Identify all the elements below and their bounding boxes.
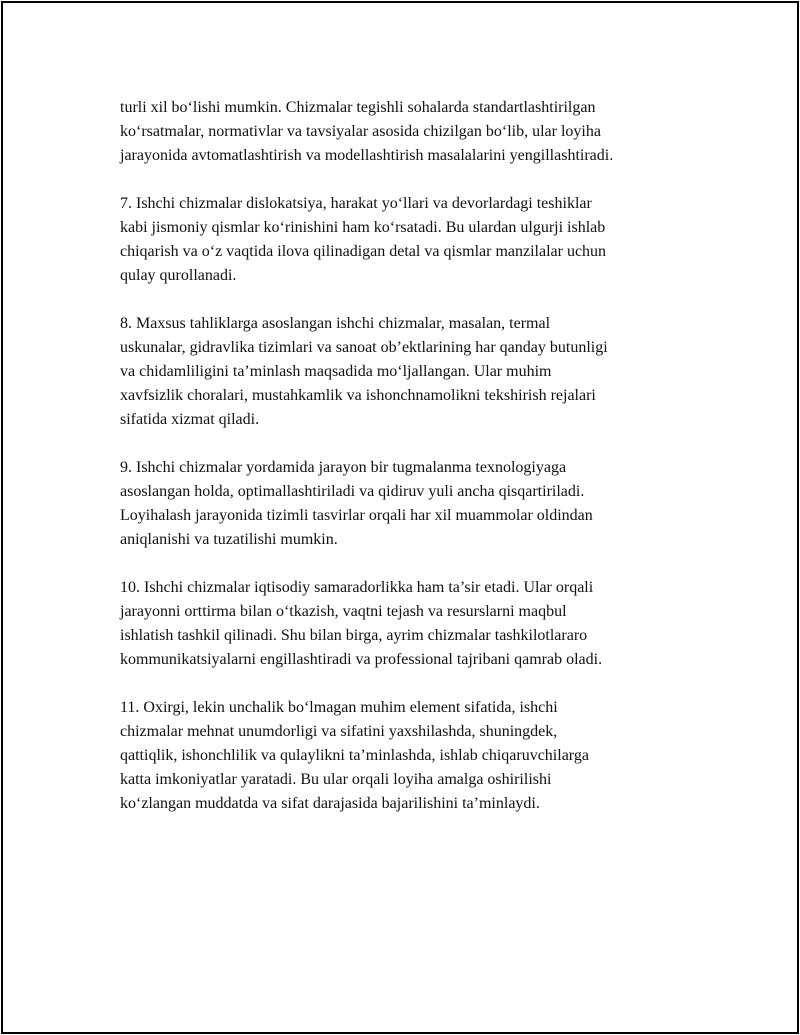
- text-line: jarayonni orttirma bilan o‘tkazish, vaqtni tejash va resurslarni maqbul: [120, 603, 567, 620]
- text-line: qulay qurollanadi.: [120, 267, 237, 284]
- text-line: 10. Ishchi chizmalar iqtisodiy samaradorlikka ham ta’sir etadi. Ular orqali: [120, 579, 594, 596]
- text-line: jarayonida avtomatlashtirish va modellashtirish masalalarini yengillashtiradi.: [120, 147, 614, 164]
- text-line: va chidamliligini ta’minlash maqsadida mo‘ljallangan. Ular muhim: [120, 363, 552, 380]
- paragraph-item-9: [120, 456, 690, 552]
- text-line: 7. Ishchi chizmalar dislokatsiya, harakat yo‘llari va devorlardagi teshiklar: [120, 195, 592, 212]
- text-line: 8. Maxsus tahliklarga asoslangan ishchi chizmalar, masalan, termal: [120, 315, 551, 332]
- paragraph-item-10: [120, 576, 690, 672]
- text-line: chizmalar mehnat unumdorligi va sifatini yaxshilashda, shuningdek,: [120, 723, 558, 740]
- text-line: Loyihalash jarayonida tizimli tasvirlar orqali har xil muammolar oldindan: [120, 507, 593, 524]
- page-border: [1, 1, 799, 1034]
- document-body: [120, 96, 690, 840]
- text-line: aniqlanishi va tuzatilishi mumkin.: [120, 531, 338, 548]
- text-line: kabi jismoniy qismlar ko‘rinishini ham ko‘rsatadi. Bu ulardan ulgurji ishlab: [120, 219, 606, 236]
- text-line: qattiqlik, ishonchlilik va qulaylikni ta’minlashda, ishlab chiqaruvchilarga: [120, 747, 589, 764]
- text-line: sifatida xizmat qiladi.: [120, 411, 260, 428]
- text-line: turli xil bo‘lishi mumkin. Chizmalar tegishli sohalarda standartlashtirilgan: [120, 99, 596, 116]
- text-line: kommunikatsiyalarni engillashtiradi va professional tajribani qamrab oladi.: [120, 651, 603, 668]
- text-line: uskunalar, gidravlika tizimlari va sanoat ob’ektlarining har qanday butunligi: [120, 339, 608, 356]
- paragraph-item-8: [120, 312, 690, 432]
- paragraph-item-7: [120, 192, 690, 288]
- text-line: katta imkoniyatlar yaratadi. Bu ular orqali loyiha amalga oshirilishi: [120, 771, 552, 788]
- text-line: ishlatish tashkil qilinadi. Shu bilan birga, ayrim chizmalar tashkilotlararo: [120, 627, 588, 644]
- text-line: ko‘rsatmalar, normativlar va tavsiyalar asosida chizilgan bo‘lib, ular loyiha: [120, 123, 601, 140]
- text-line: asoslangan holda, optimallashtiriladi va qidiruv yuli ancha qisqartiriladi.: [120, 483, 585, 500]
- paragraph-item-11: [120, 696, 690, 816]
- text-line: xavfsizlik choralari, mustahkamlik va ishonchnamolikni tekshirish rejalari: [120, 387, 596, 404]
- text-line: chiqarish va o‘z vaqtida ilova qilinadigan detal va qismlar manzilalar uchun: [120, 243, 607, 260]
- text-line: ko‘zlangan muddatda va sifat darajasida bajarilishini ta’minlaydi.: [120, 795, 540, 812]
- text-line: 9. Ishchi chizmalar yordamida jarayon bir tugmalanma texnologiyaga: [120, 459, 567, 476]
- paragraph-continuation: [120, 96, 690, 168]
- text-line: 11. Oxirgi, lekin unchalik bo‘lmagan muhim element sifatida, ishchi: [120, 699, 558, 716]
